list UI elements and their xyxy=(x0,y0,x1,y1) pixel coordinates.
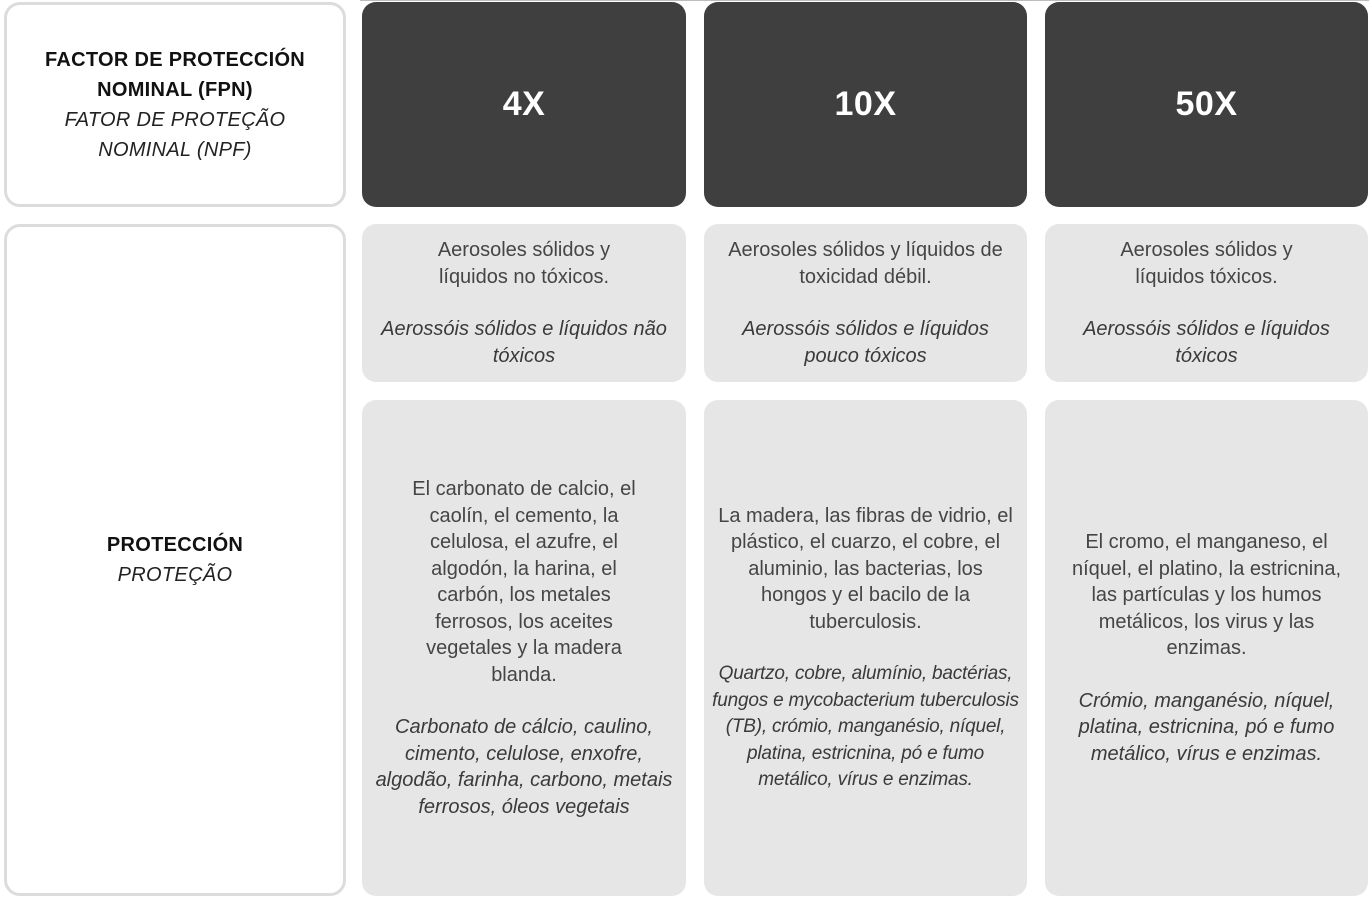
aerosol-text-pt: Aerossóis sólidos e líquidos não tóxicos xyxy=(381,318,667,367)
aerosol-text-es: Aerosoles sólidos y líquidos de toxicidad débil. xyxy=(728,239,1003,288)
aerosol-cell-50x xyxy=(1045,224,1368,382)
substances-text-pt: Quartzo, cobre, alumínio, bactérias, fungos e mycobacterium tuberculosis (TB), crómio, manganésio, níquel, platina, estricnina, pó e fumo metálico, vírus e enzimas. xyxy=(712,663,1019,790)
protection-label-es: PROTECCIÓN xyxy=(106,534,244,556)
aerosol-text-es: Aerosoles sólidos y líquidos tóxicos. xyxy=(1120,239,1293,288)
factor-header-4x xyxy=(362,2,686,207)
aerosol-text-pt: Aerossóis sólidos e líquidos pouco tóxicos xyxy=(742,318,989,367)
protection-label-cell xyxy=(4,224,346,896)
aerosol-text-pt: Aerossóis sólidos e líquidos tóxicos xyxy=(1083,318,1330,367)
factor-value: 4X xyxy=(502,85,546,123)
aerosol-cell-4x xyxy=(362,224,686,382)
substances-cell-50x xyxy=(1045,400,1368,896)
top-divider xyxy=(360,0,1369,1)
substances-cell-4x xyxy=(362,400,686,896)
substances-text-es: El carbonato de calcio, el caolín, el cemento, la celulosa, el azufre, el algodón, la harina, el carbón, los metales ferrosos, los aceites vegetales y la madera blanda. xyxy=(412,478,636,686)
fpn-label-pt: FATOR DE PROTEÇÃO NOMINAL (NPF) xyxy=(64,108,286,161)
substances-text-pt: Crómio, manganésio, níquel, platina, estricnina, pó e fumo metálico, vírus e enzimas. xyxy=(1078,689,1335,765)
fpn-label-es: FACTOR DE PROTECCIÓN NOMINAL (FPN) xyxy=(44,48,306,101)
factor-header-50x xyxy=(1045,2,1368,207)
aerosol-cell-10x xyxy=(704,224,1027,382)
fpn-label-cell xyxy=(4,2,346,207)
substances-text-es: La madera, las fibras de vidrio, el plástico, el cuarzo, el cobre, el aluminio, las bacterias, los hongos y el bacilo de la tuberculosis. xyxy=(718,504,1013,633)
factor-value: 10X xyxy=(834,85,897,123)
protection-label-pt: PROTEÇÃO xyxy=(117,564,233,586)
substances-cell-10x xyxy=(704,400,1027,896)
aerosol-text-es: Aerosoles sólidos y líquidos no tóxicos. xyxy=(437,239,611,288)
factor-header-10x xyxy=(704,2,1027,207)
substances-text-pt: Carbonato de cálcio, caulino, cimento, celulose, enxofre, algodão, farinha, carbono, metais ferrosos, óleos vegetais xyxy=(375,716,673,818)
substances-text-es: El cromo, el manganeso, el níquel, el platino, la estricnina, las partículas y los humos metálicos, los virus y las enzimas. xyxy=(1071,531,1342,659)
factor-value: 50X xyxy=(1175,85,1238,123)
